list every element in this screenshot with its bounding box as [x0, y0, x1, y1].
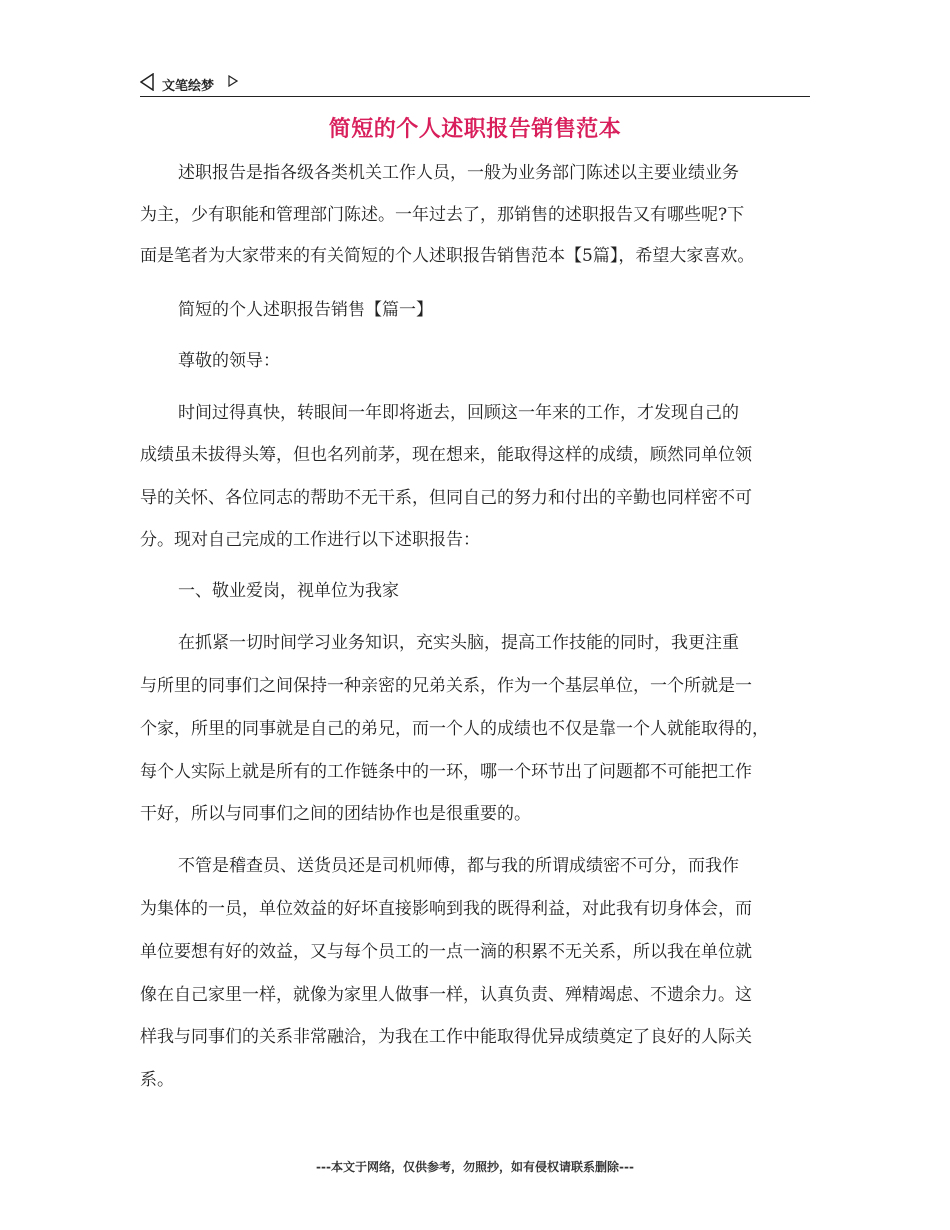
text-line: 在抓紧一切时间学习业务知识，充实头脑，提高工作技能的同时，我更注重: [178, 633, 739, 653]
text-line: 成绩虽未拔得头筹，但也名列前茅，现在想来，能取得这样的成绩，顾然同单位领: [140, 445, 752, 465]
text-line: 为主，少有职能和管理部门陈述。一年过去了，那销售的述职报告又有哪些呢?下: [140, 205, 745, 225]
text-line: 导的关怀、各位同志的帮助不无干系，但同自己的努力和付出的辛勤也同样密不可: [140, 488, 752, 508]
text-line: 分。现对自己完成的工作进行以下述职报告：: [140, 530, 480, 550]
text-line: 样我与同事们的关系非常融洽，为我在工作中能取得优异成绩奠定了良好的人际关: [140, 1027, 752, 1047]
text-line: 不管是稽查员、送货员还是司机师傅，都与我的所谓成绩密不可分，而我作: [178, 856, 739, 876]
sub-heading: 一、敬业爱岗，视单位为我家: [178, 581, 399, 601]
text-line: 系。: [140, 1070, 174, 1090]
header-brand: 文笔绘梦: [162, 79, 215, 94]
text-line: 与所里的同事们之间保持一种亲密的兄弟关系，作为一个基层单位，一个所就是一: [140, 676, 752, 696]
page-footer: ---本文于网络，仅供参考，勿照抄，如有侵权请联系删除---: [316, 1160, 634, 1174]
text-line: 干好，所以与同事们之间的团结协作也是很重要的。: [140, 804, 531, 824]
text-line: 时间过得真快，转眼间一年即将逝去，回顾这一年来的工作，才发现自己的: [178, 403, 739, 423]
text-line: 面是笔者为大家带来的有关简短的个人述职报告销售范本【5篇】，希望大家喜欢。: [140, 246, 755, 266]
text-line: 个家，所里的同事就是自己的弟兄，而一个人的成绩也不仅是靠一个人就能取得的，: [140, 719, 769, 739]
page-header: [140, 72, 810, 97]
left-triangle-icon: [140, 73, 154, 91]
right-triangle-icon: [228, 75, 238, 87]
section-heading: 简短的个人述职报告销售【篇一】: [178, 300, 433, 320]
text-line: 每个人实际上就是所有的工作链条中的一环，哪一个环节出了问题都不可能把工作: [140, 762, 752, 782]
salutation: 尊敬的领导：: [178, 351, 280, 371]
text-line: 像在自己家里一样，就像为家里人做事一样，认真负责、殚精竭虑、不遗余力。这: [140, 985, 752, 1005]
text-line: 单位要想有好的效益，又与每个员工的一点一滴的积累不无关系，所以我在单位就: [140, 942, 752, 962]
text-line: 述职报告是指各级各类机关工作人员，一般为业务部门陈述以主要业绩业务: [178, 163, 739, 183]
text-line: 为集体的一员，单位效益的好坏直接影响到我的既得利益，对此我有切身体会，而: [140, 899, 752, 919]
document-title: 简短的个人述职报告销售范本: [328, 117, 622, 142]
